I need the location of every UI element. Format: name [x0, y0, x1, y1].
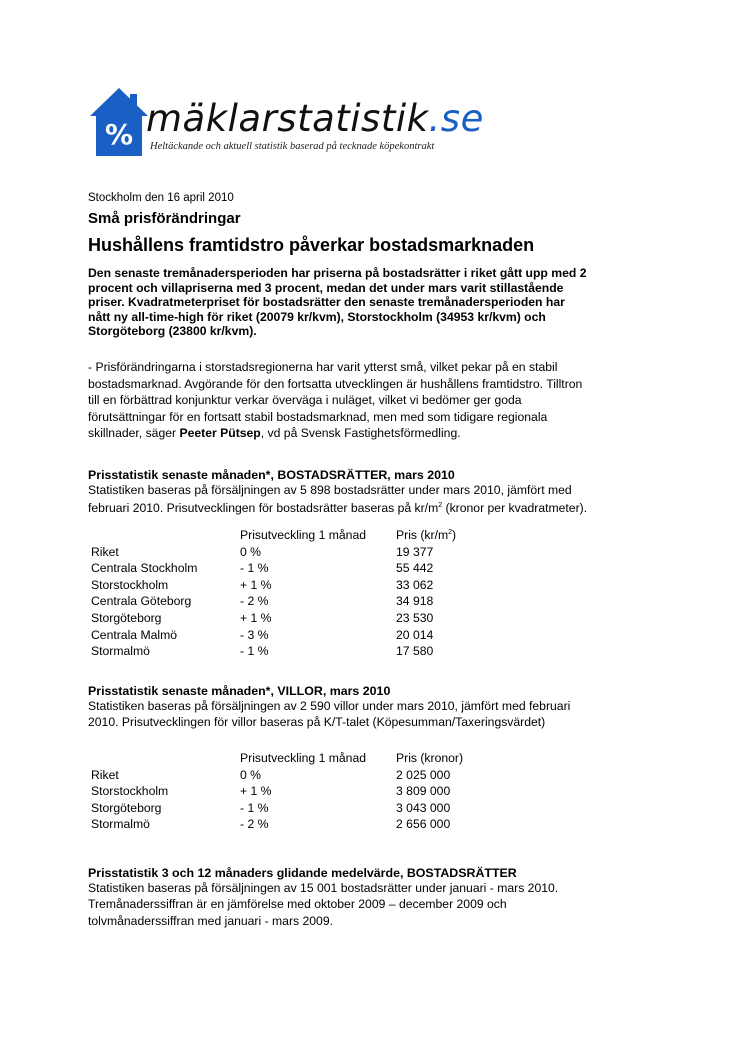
logo-tagline: Heltäckande och aktuell statistik baserad på tecknade köpekontrakt	[150, 141, 435, 152]
body-prefix: skillnader, säger	[88, 426, 180, 441]
section-title: Prisstatistik senaste månaden*, VILLOR, mars 2010	[88, 684, 391, 698]
col-header-price: Pris (kronor)	[396, 751, 464, 765]
price-cell: 34 918	[396, 594, 434, 609]
house-percent-icon	[88, 86, 150, 158]
section-text	[88, 698, 570, 731]
col-header-change: Prisutveckling 1 månad	[240, 751, 366, 765]
logo-name: mäklarstatistik	[146, 97, 429, 140]
body-line: - Prisförändringarna i storstadsregionerna har varit ytterst små, vilket pekar på en stabil	[88, 360, 558, 374]
col-header-change: Prisutveckling 1 månad	[240, 528, 366, 542]
col-price-pre: Pris (kr/m	[396, 528, 449, 542]
body-line-last	[88, 425, 668, 442]
price-cell: 23 530	[396, 610, 434, 625]
price-cell: 55 442	[396, 561, 434, 576]
logo-wordmark	[146, 97, 484, 140]
section-text-line: Tremånaderssiffran är en jämförelse med oktober 2009 – december 2009 och	[88, 897, 507, 912]
col-price-post: )	[452, 528, 457, 542]
quote-paragraph	[88, 359, 668, 442]
logo-tld: .se	[428, 97, 484, 140]
change-cell: - 2 %	[240, 594, 269, 609]
section-text-line: tolvmånaderssiffran med januari - mars 2009.	[88, 913, 333, 928]
change-cell: - 1 %	[240, 644, 269, 659]
price-cell: 33 062	[396, 577, 434, 592]
section-text-line: Statistiken baseras på försäljningen av 5 898 bostadsrätter under mars 2010, jämfört med	[88, 483, 572, 497]
change-cell: - 2 %	[240, 817, 269, 832]
region-cell: Centrala Stockholm	[91, 561, 198, 576]
section-text	[88, 880, 558, 929]
region-cell: Storgöteborg	[91, 800, 162, 815]
body-line: förutsättningar för en fortsatt stabil bostadsmarknad, men med som tidigare regionala	[88, 409, 548, 424]
section-text	[88, 482, 587, 517]
body-suffix: , vd på Svensk Fastighetsförmedling.	[260, 426, 461, 441]
region-cell: Centrala Göteborg	[91, 594, 192, 609]
change-cell: + 1 %	[240, 784, 272, 799]
section-text-line: Statistiken baseras på försäljningen av 2 590 villor under mars 2010, jämfört med februari	[88, 699, 571, 713]
price-cell: 3 809 000	[396, 784, 451, 799]
section-text-line	[88, 498, 587, 516]
price-cell: 3 043 000	[396, 800, 451, 815]
region-cell: Storstockholm	[91, 577, 169, 592]
lead-line: nått ny all-time-high för riket (20079 kr/kvm), Storstockholm (34953 kr/kvm) och	[88, 309, 546, 324]
text-post: (kronor per kvadratmeter).	[442, 501, 588, 516]
change-cell: + 1 %	[240, 610, 272, 625]
region-cell: Riket	[91, 767, 119, 782]
superscript: 2	[448, 528, 453, 536]
text-pre: februari 2010. Prisutvecklingen för bostadsrätter baseras på kr/m	[88, 501, 439, 516]
change-cell: 0 %	[240, 767, 262, 782]
region-cell: Centrala Malmö	[91, 627, 178, 642]
price-cell: 20 014	[396, 627, 434, 642]
lead-line: priser. Kvadratmeterpriset för bostadsrätter den senaste tremånadersperioden har	[88, 295, 565, 309]
section-bostadsratter-month	[88, 468, 587, 517]
lead-line: Storgöteborg (23800 kr/kvm).	[88, 324, 257, 338]
section-text-line: 2010. Prisutvecklingen för villor baseras på K/T-talet (Köpesumman/Taxeringsvärdet)	[88, 715, 546, 730]
lead-line: Den senaste tremånadersperioden har priserna på bostadsrätter i riket gått upp med 2	[88, 266, 587, 280]
body-line: bostadsmarknad. Avgörande för den fortsatta utvecklingen är hushållens framtidstro. Tilltron	[88, 376, 583, 391]
section-villor-month	[88, 684, 570, 731]
region-cell: Stormalmö	[91, 644, 150, 659]
speaker-name: Peeter Pütsep	[179, 426, 261, 441]
section-moving-average	[88, 866, 558, 929]
lead-paragraph	[88, 266, 658, 339]
heading-small-changes: Små prisförändringar	[88, 210, 241, 227]
svg-text:%: %	[104, 118, 134, 151]
region-cell: Riket	[91, 544, 119, 559]
change-cell: - 1 %	[240, 561, 269, 576]
lead-line: procent och villapriserna med 3 procent, medan det under mars varit stillastående	[88, 280, 564, 295]
region-cell: Storstockholm	[91, 784, 169, 799]
change-cell: 0 %	[240, 544, 262, 559]
section-title: Prisstatistik senaste månaden*, BOSTADSRÄTTER, mars 2010	[88, 468, 455, 482]
col-header-price	[396, 528, 456, 542]
change-cell: - 1 %	[240, 800, 269, 815]
superscript: 2	[438, 502, 443, 510]
change-cell: + 1 %	[240, 577, 272, 592]
section-text-line: Statistiken baseras på försäljningen av 15 001 bostadsrätter under januari - mars 2010.	[88, 881, 559, 895]
company-logo	[88, 86, 508, 166]
price-cell: 17 580	[396, 644, 434, 659]
change-cell: - 3 %	[240, 627, 269, 642]
price-cell: 2 656 000	[396, 817, 451, 832]
region-cell: Stormalmö	[91, 817, 150, 832]
region-cell: Storgöteborg	[91, 610, 162, 625]
body-line: till en förbättrad konjunktur verkar överväga i nuläget, vilket vi bedömer ger goda	[88, 393, 522, 408]
price-cell: 2 025 000	[396, 767, 451, 782]
section-title: Prisstatistik 3 och 12 månaders glidande medelvärde, BOSTADSRÄTTER	[88, 866, 517, 880]
date-line: Stockholm den 16 april 2010	[88, 192, 234, 204]
heading-main: Hushållens framtidstro påverkar bostadsmarknaden	[88, 235, 535, 255]
price-cell: 19 377	[396, 544, 434, 559]
